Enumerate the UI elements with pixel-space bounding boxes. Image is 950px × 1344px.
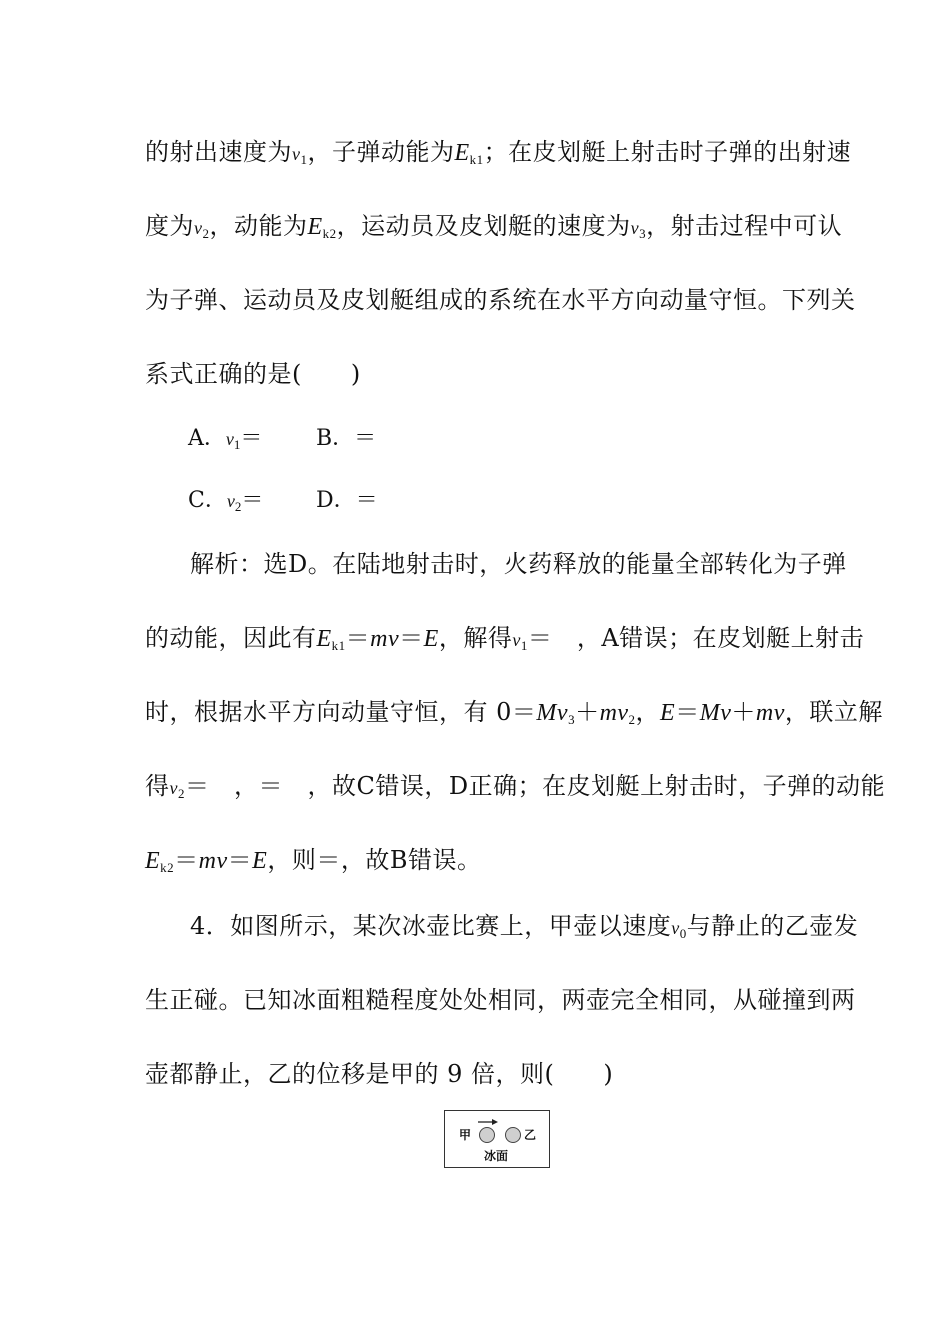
solution-line-1: 解析：选D。在陆地射击时，火药释放的能量全部转化为子弹	[190, 550, 847, 578]
label-ice: 冰面	[484, 1149, 509, 1163]
solution-line-5: $E_{k2}=mv=E$，则＝，故B错误。	[145, 846, 482, 875]
question-4-line-1: 4．如图所示，某次冰壶比赛上，甲壶以速度$v_0$与静止的乙壶发	[190, 912, 859, 941]
velocity-arrow-icon	[477, 1118, 499, 1126]
text-line-1: 的射出速度为$v_1$，子弹动能为$E_{k1}$；在皮划艇上射击时子弹的出射速	[145, 138, 852, 167]
stone-yi	[505, 1127, 521, 1143]
question-4-line-2: 生正碰。已知冰面粗糙程度处处相同，两壶完全相同，从碰撞到两	[145, 986, 856, 1014]
solution-line-2: 的动能，因此有$E_{k1}=mv=E$，解得$v_1=$ ，A错误；在皮划艇上射击	[145, 624, 865, 653]
option-d: D．＝	[316, 488, 378, 513]
option-c: C．$v_2=$	[188, 488, 264, 514]
text-line-2: 度为$v_2$，动能为$E_{k2}$，运动员及皮划艇的速度为$v_3$，射击过程中可认	[145, 212, 843, 241]
text-line-4: 系式正确的是( )	[145, 360, 361, 388]
label-yi: 乙	[524, 1128, 537, 1142]
solution-line-3: 时，根据水平方向动量守恒，有 $0=Mv_3+mv_2$，E＝Mv＋mv，联立解	[145, 698, 883, 727]
curling-figure	[444, 1110, 550, 1168]
solution-line-4: 得$v_2=$ ，＝ ，故C错误，D正确；在皮划艇上射击时，子弹的动能	[145, 772, 886, 801]
option-b: B．＝	[316, 426, 377, 451]
option-a: A．$v_1=$	[188, 426, 263, 452]
label-jia: 甲	[459, 1128, 472, 1142]
text-line-3: 为子弹、运动员及皮划艇组成的系统在水平方向动量守恒。下列关	[145, 286, 856, 314]
question-4-line-3: 壶都静止，乙的位移是甲的 9 倍，则( )	[145, 1060, 614, 1088]
stone-jia	[479, 1127, 495, 1143]
